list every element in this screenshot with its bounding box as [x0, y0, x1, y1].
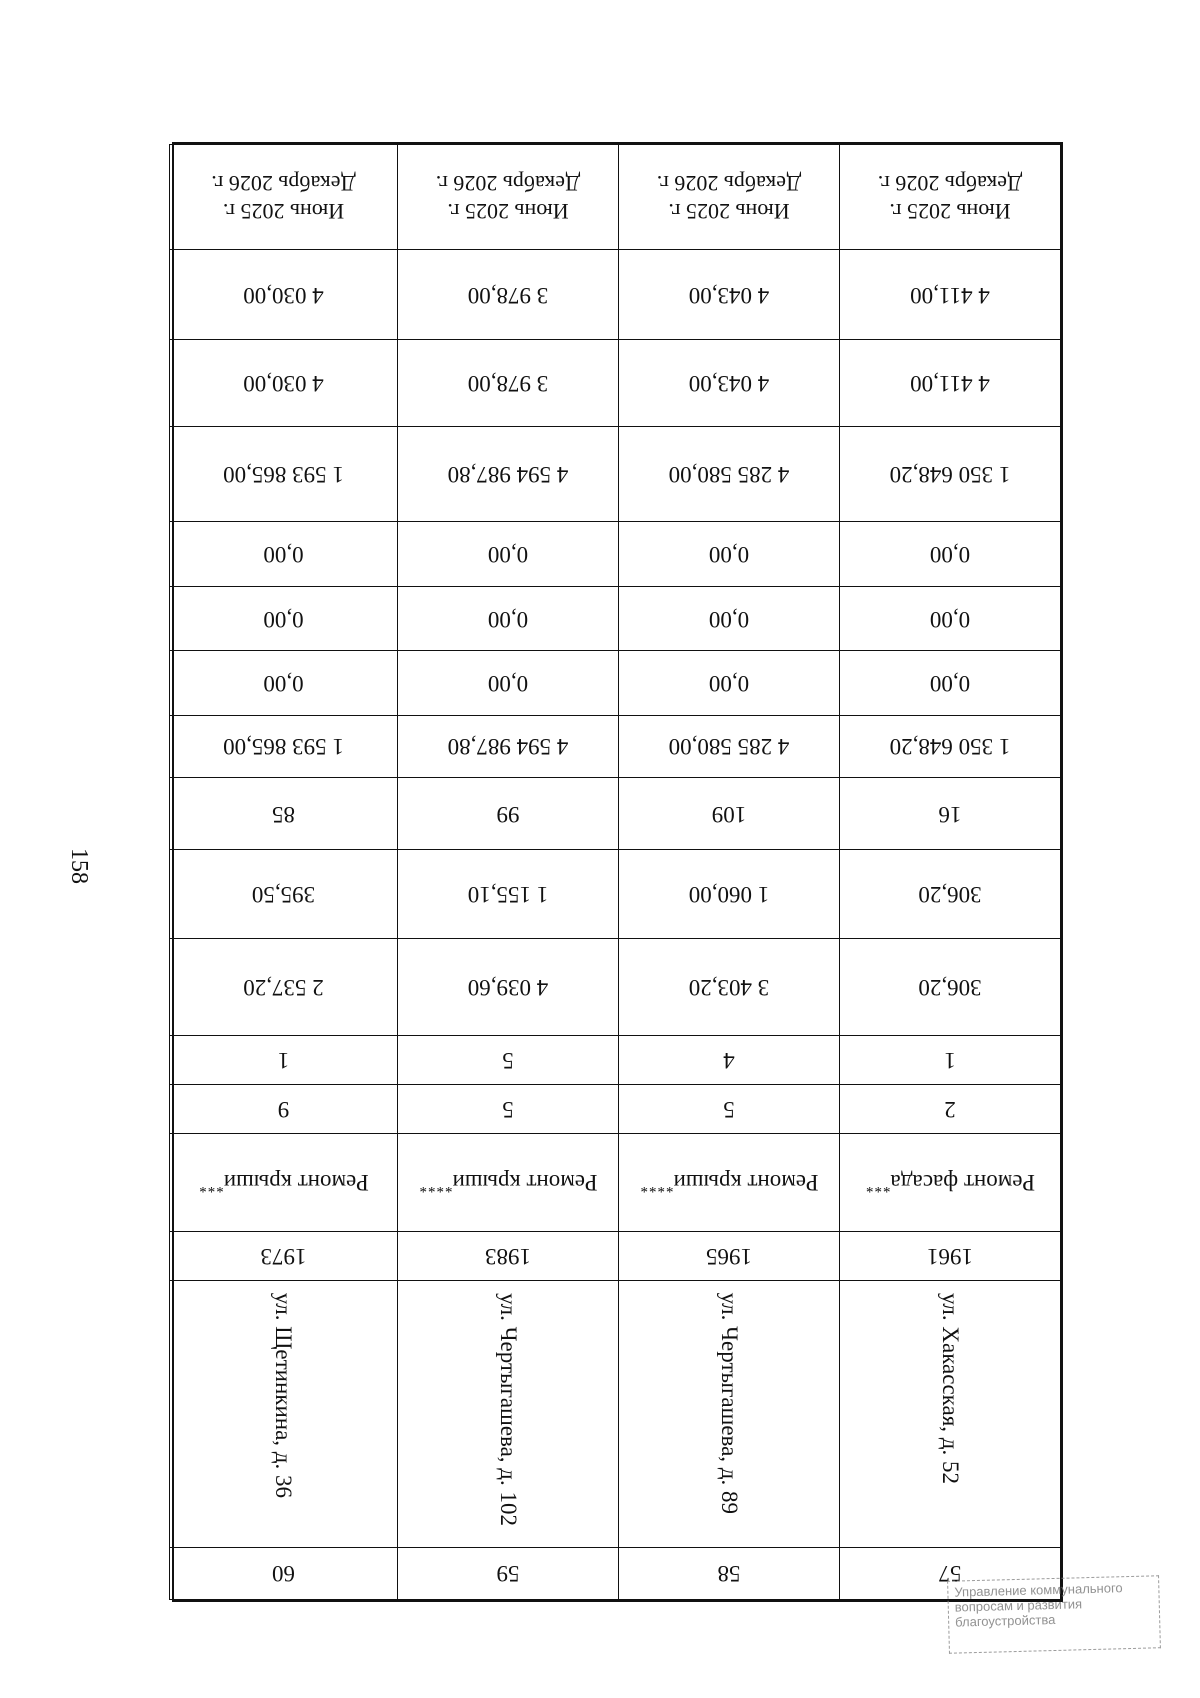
cell-col-i: 0,00	[619, 522, 840, 586]
cell-col-a: 2	[840, 1084, 1061, 1133]
cell-year: 1973	[170, 1231, 398, 1280]
work-type-footnote-mark: ****	[639, 1179, 674, 1196]
cell-col-d: 1 155,10	[398, 850, 619, 939]
period-start: Июнь 2025 г.	[668, 198, 790, 224]
repair-schedule-table-frame	[172, 142, 1063, 1602]
work-type-text: Ремонт крыши	[673, 1170, 819, 1196]
cell-col-e: 85	[170, 777, 398, 849]
table-row	[170, 1547, 1061, 1599]
cell-col-k: 4 411,00	[840, 249, 1061, 340]
cell-col-b: 1	[170, 1035, 398, 1084]
cell-work-type	[170, 1134, 398, 1232]
cell-col-h: 0,00	[398, 586, 619, 650]
cell-work-type	[840, 1134, 1061, 1232]
period-end: Декабрь 2026 г.	[877, 170, 1023, 196]
table-row	[170, 249, 1061, 340]
cell-col-i: 0,00	[170, 522, 398, 586]
cell-col-a: 5	[398, 1084, 619, 1133]
cell-col-f: 1 593 865,00	[170, 715, 398, 777]
work-type-text: Ремонт крыши	[452, 1170, 598, 1196]
cell-col-g: 0,00	[619, 651, 840, 715]
cell-address	[398, 1281, 619, 1548]
work-type-footnote-mark: ****	[418, 1179, 453, 1196]
cell-col-e: 16	[840, 777, 1061, 849]
cell-period	[619, 145, 840, 250]
cell-address	[840, 1281, 1061, 1548]
table-body	[170, 145, 1061, 1600]
table-row	[170, 522, 1061, 586]
cell-address	[170, 1281, 398, 1548]
table-row	[170, 777, 1061, 849]
cell-col-f: 4 285 580,00	[619, 715, 840, 777]
page-number: 158	[66, 848, 92, 884]
work-type-footnote-mark: ***	[864, 1179, 891, 1196]
cell-col-j: 1 593 865,00	[170, 426, 398, 522]
period-end: Декабрь 2026 г.	[435, 170, 581, 196]
cell-col-k: 4 030,00	[170, 340, 398, 427]
stamp-line-2: вопросам и развития	[954, 1596, 1083, 1615]
cell-number: 57	[840, 1547, 1061, 1599]
cell-col-d: 1 060,00	[619, 850, 840, 939]
repair-schedule-table	[169, 144, 1061, 1600]
cell-col-g: 0,00	[170, 651, 398, 715]
cell-col-c: 2 537,20	[170, 938, 398, 1035]
table-row	[170, 1084, 1061, 1133]
address-text: ул. Чертыгашева, д. 102	[496, 1293, 521, 1526]
cell-col-j: 1 350 648,20	[840, 426, 1061, 522]
cell-col-i: 0,00	[398, 522, 619, 586]
cell-col-a: 5	[619, 1084, 840, 1133]
work-type-text: Ремонт крыши	[223, 1170, 369, 1196]
cell-col-e: 99	[398, 777, 619, 849]
cell-col-k: 3 978,00	[398, 340, 619, 427]
cell-col-d: 395,50	[170, 850, 398, 939]
period-start: Июнь 2025 г.	[222, 198, 345, 224]
cell-period	[840, 145, 1061, 250]
cell-col-c: 306,20	[840, 938, 1061, 1035]
table-row	[170, 586, 1061, 650]
cell-col-b: 1	[840, 1035, 1061, 1084]
cell-year: 1983	[398, 1231, 619, 1280]
work-type-footnote-mark: ***	[198, 1179, 224, 1196]
cell-number: 59	[398, 1547, 619, 1599]
table-row	[170, 340, 1061, 427]
cell-col-k: 4 043,00	[619, 249, 840, 340]
table-row	[170, 1281, 1061, 1548]
address-text: ул. Щетинкина, д. 36	[271, 1293, 297, 1499]
cell-col-h: 0,00	[619, 586, 840, 650]
table-row	[170, 1231, 1061, 1280]
cell-col-f: 1 350 648,20	[840, 715, 1061, 777]
period-start: Июнь 2025 г.	[447, 198, 569, 224]
cell-period	[398, 145, 619, 250]
table-row	[170, 1035, 1061, 1084]
table-row	[170, 145, 1061, 250]
cell-col-d: 306,20	[840, 850, 1061, 939]
cell-col-b: 5	[398, 1035, 619, 1084]
cell-col-c: 3 403,20	[619, 938, 840, 1035]
stamp-line-3: благоустройства	[954, 1611, 1056, 1630]
cell-col-a: 9	[170, 1084, 398, 1133]
cell-col-k: 3 978,00	[398, 249, 619, 340]
cell-col-h: 0,00	[840, 586, 1061, 650]
cell-col-e: 109	[619, 777, 840, 849]
cell-col-b: 4	[619, 1035, 840, 1084]
cell-col-j: 4 594 987,80	[398, 426, 619, 522]
cell-col-g: 0,00	[398, 651, 619, 715]
period-end: Декабрь 2026 г.	[211, 170, 356, 196]
period-end: Декабрь 2026 г.	[656, 170, 802, 196]
address-text: ул. Чертыгашева, д. 89	[717, 1293, 742, 1515]
cell-col-i: 0,00	[840, 522, 1061, 586]
cell-col-k: 4 030,00	[170, 249, 398, 340]
cell-work-type	[398, 1134, 619, 1232]
table-row	[170, 1134, 1061, 1232]
work-type-text: Ремонт фасада	[890, 1170, 1036, 1196]
cell-col-g: 0,00	[840, 651, 1061, 715]
cell-work-type	[619, 1134, 840, 1232]
cell-year: 1961	[840, 1231, 1061, 1280]
cell-col-f: 4 594 987,80	[398, 715, 619, 777]
cell-col-k: 4 043,00	[619, 340, 840, 427]
table-row	[170, 850, 1061, 939]
address-text: ул. Хакасская, д. 52	[938, 1293, 963, 1485]
stamp-line-1: Управление коммунального	[954, 1580, 1123, 1600]
cell-address	[619, 1281, 840, 1548]
table-row	[170, 426, 1061, 522]
cell-col-c: 4 039,60	[398, 938, 619, 1035]
office-stamp	[947, 1575, 1161, 1654]
period-start: Июнь 2025 г.	[889, 198, 1011, 224]
cell-number: 60	[170, 1547, 398, 1599]
cell-col-j: 4 285 580,00	[619, 426, 840, 522]
table-row	[170, 715, 1061, 777]
cell-period	[170, 145, 398, 250]
cell-col-k: 4 411,00	[840, 340, 1061, 427]
cell-number: 58	[619, 1547, 840, 1599]
cell-year: 1965	[619, 1231, 840, 1280]
cell-col-h: 0,00	[170, 586, 398, 650]
table-row	[170, 938, 1061, 1035]
table-row	[170, 651, 1061, 715]
